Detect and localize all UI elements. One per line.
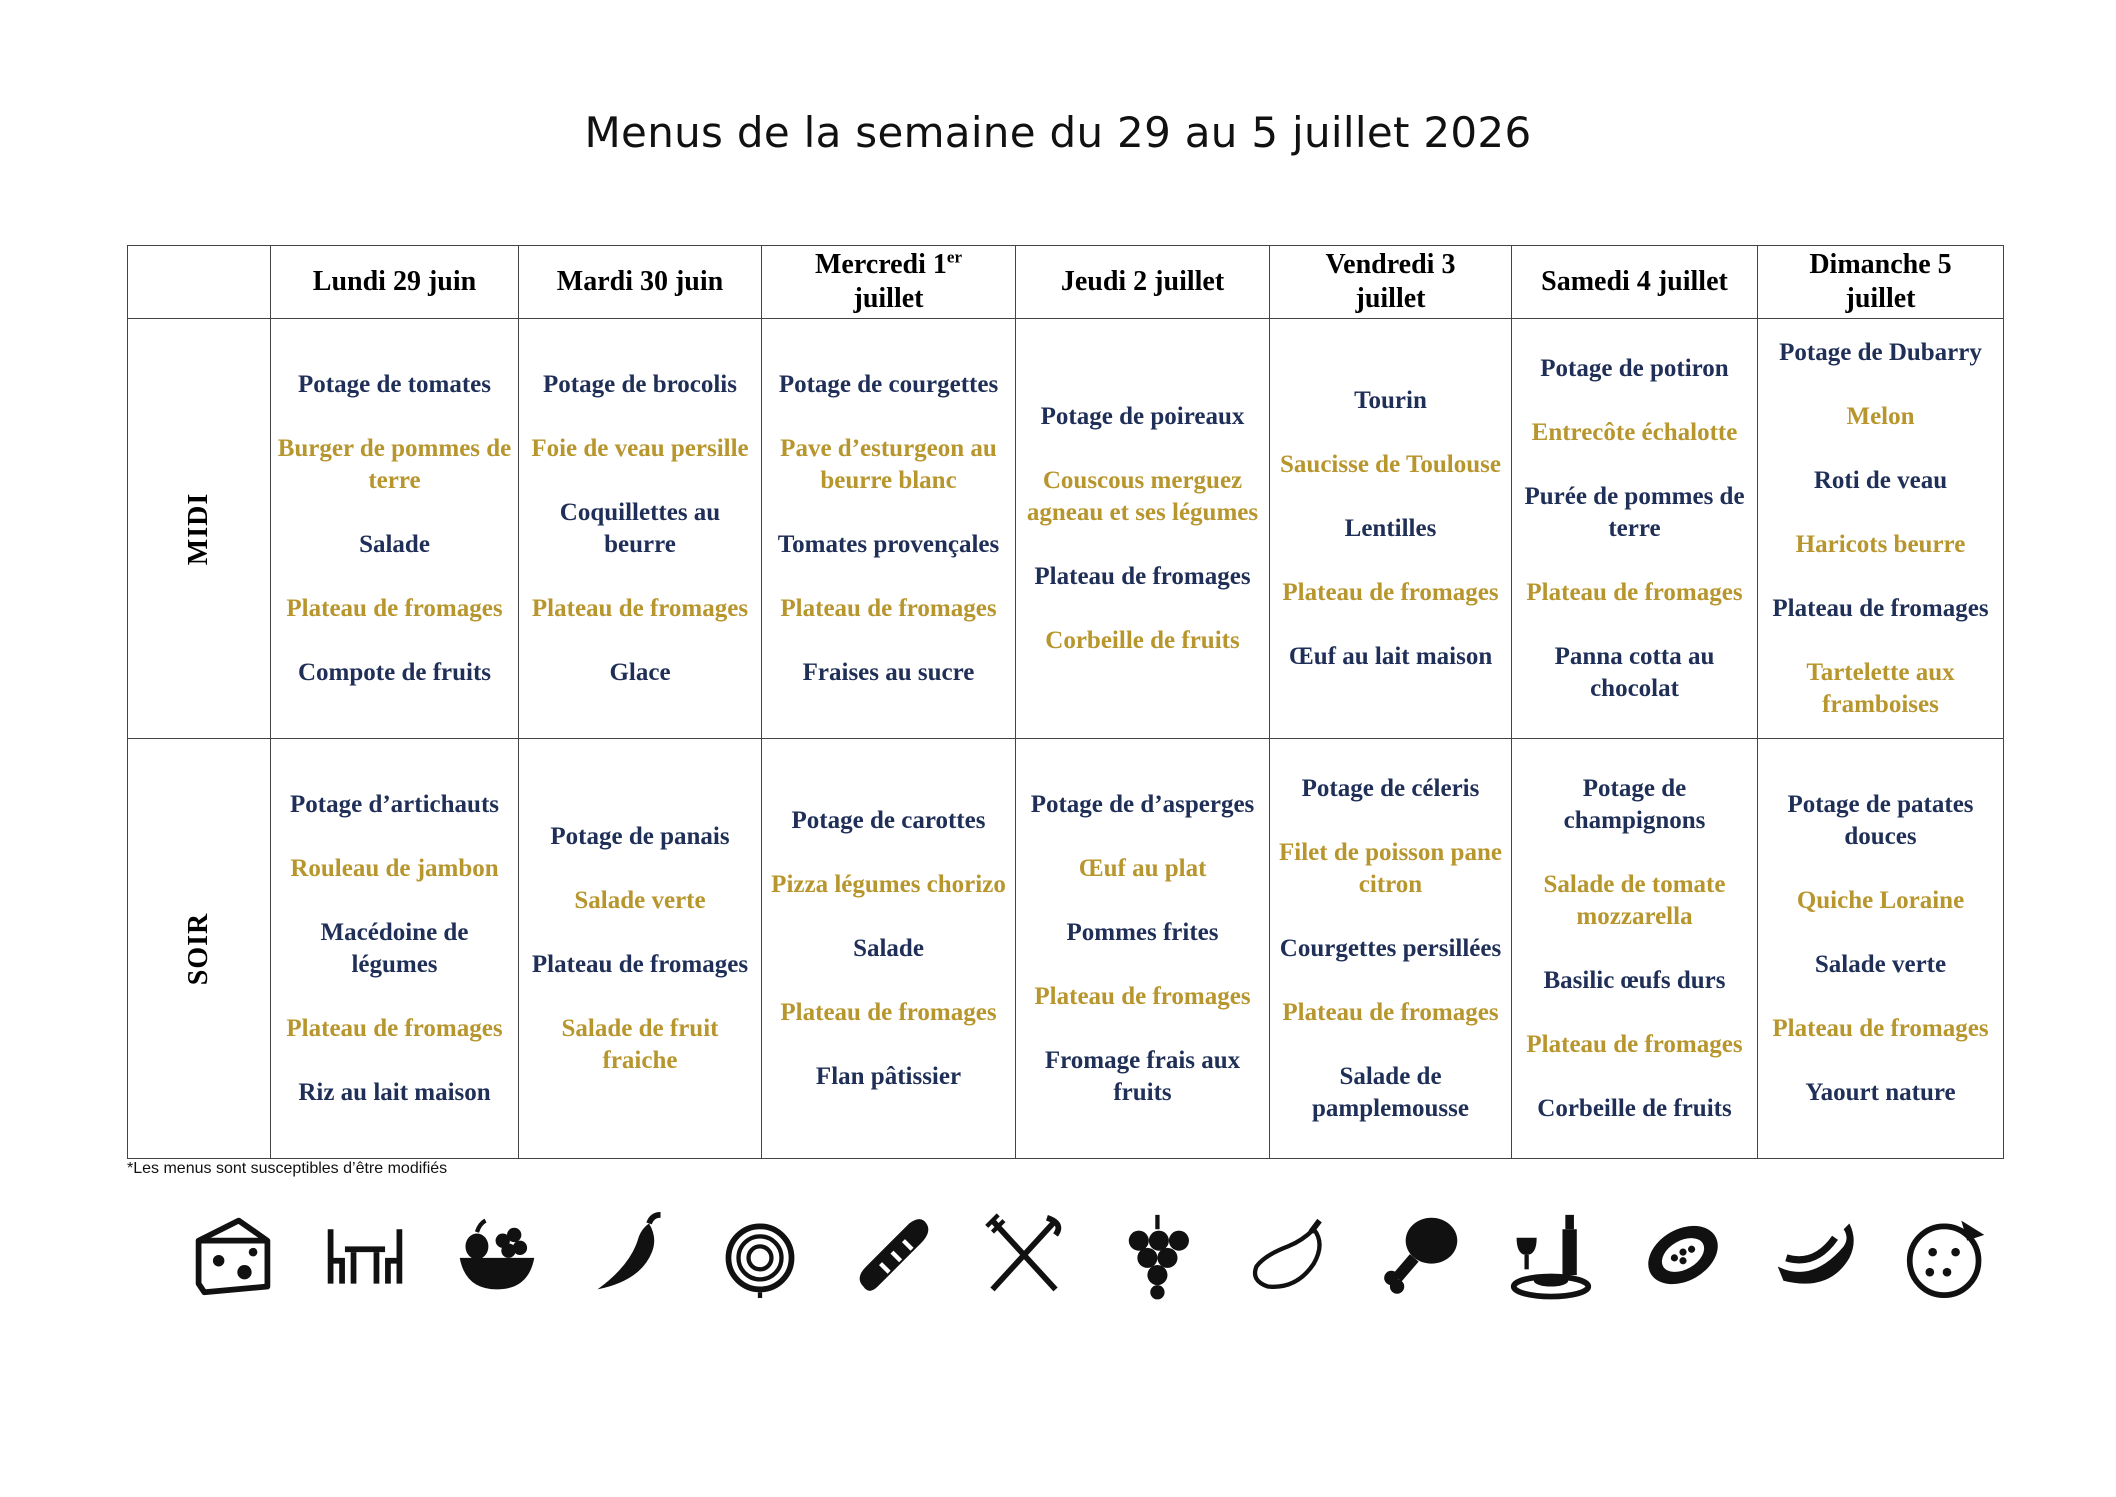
dish-item: Plateau de fromages (286, 594, 503, 622)
table-chairs-icon (322, 1209, 408, 1301)
day-header-label: Mercredi 1 (815, 249, 947, 280)
dish-item: Potage de patates douces (1787, 790, 1974, 850)
onion-icon (717, 1209, 803, 1301)
eggplant-icon (1245, 1209, 1331, 1301)
dish-item: Œuf au lait maison (1288, 642, 1493, 670)
day-header-label: Mardi 30 juin (556, 266, 724, 297)
page-title: Menus de la semaine du 29 au 5 juillet 2026 (584, 108, 1532, 157)
fruit-bowl-icon (454, 1209, 540, 1301)
pizza-icon (1904, 1209, 1990, 1301)
fork-knife-icon (981, 1209, 1067, 1301)
dish-item: Potage de d’asperges (1030, 790, 1255, 818)
dish-item: Potage de tomates (298, 370, 491, 398)
dish-item: Pommes frites (1066, 918, 1219, 946)
dish-item: Entrecôte échalotte (1531, 418, 1738, 446)
meal-label: MIDI (182, 492, 214, 565)
dish-item: Corbeille de fruits (1045, 626, 1240, 654)
dish-item: Salade de fruit fraiche (561, 1014, 719, 1074)
chili-pepper-icon (586, 1209, 672, 1301)
dish-item: Potage de poireaux (1040, 402, 1245, 430)
dish-item: Fromage frais aux fruits (1044, 1046, 1241, 1106)
dish-item: Compote de fruits (297, 658, 492, 686)
dish-item: Salade (853, 934, 924, 962)
dish-item: Filet de poisson pane citron (1279, 838, 1502, 898)
dish-item: Quiche Loraine (1796, 886, 1965, 914)
meal-row-soir (128, 739, 2004, 1159)
dish-item: Tomates provençales (777, 530, 1000, 558)
dish-item: Lentilles (1344, 514, 1437, 542)
menu-cell (1270, 739, 1512, 1159)
day-header-jeudi (1016, 246, 1270, 319)
menu-cell (1270, 319, 1512, 739)
menu-cell (1512, 739, 1758, 1159)
dish-item: Glace (609, 658, 671, 686)
dish-item: Plateau de fromages (1034, 562, 1251, 590)
dish-item: Tartelette aux framboises (1806, 658, 1955, 718)
wine-dinner-icon (1508, 1209, 1594, 1301)
header-row (128, 246, 2004, 319)
dish-item: Basilic œufs durs (1543, 966, 1726, 994)
dish-item: Riz au lait maison (298, 1078, 491, 1106)
dish-item: Potage de Dubarry (1779, 338, 1982, 366)
menu-cell (1016, 739, 1270, 1159)
dish-item: Salade verte (1814, 950, 1947, 978)
grapes-icon (1113, 1209, 1199, 1301)
dish-item: Potage de champignons (1563, 774, 1706, 834)
menu-cell (1758, 319, 2004, 739)
cheese-icon (190, 1209, 276, 1301)
dish-item: Coquillettes au beurre (559, 498, 721, 558)
corner-cell (128, 246, 271, 319)
day-header-mercredi (762, 246, 1016, 319)
day-header-samedi (1512, 246, 1758, 319)
dish-item: Courgettes persillées (1279, 934, 1502, 962)
dish-item: Rouleau de jambon (290, 854, 499, 882)
footnote: *Les menus sont susceptibles d’être modifiés (127, 1160, 448, 1177)
dish-item: Roti de veau (1813, 466, 1948, 494)
menu-cell (1512, 319, 1758, 739)
dish-item: Plateau de fromages (286, 1014, 503, 1042)
dish-item: Flan pâtissier (815, 1062, 962, 1090)
dish-item: Potage de brocolis (543, 370, 737, 398)
day-header-superscript: er (946, 247, 962, 267)
dish-item: Corbeille de fruits (1537, 1094, 1732, 1122)
dish-item: Fraises au sucre (802, 658, 975, 686)
day-header-label: Vendredi 3 juillet (1325, 249, 1456, 314)
dish-item: Couscous merguez agneau et ses légumes (1026, 466, 1259, 526)
dish-item: Plateau de fromages (1772, 1014, 1989, 1042)
dish-item: Potage de céleris (1301, 774, 1480, 802)
dish-item: Saucisse de Toulouse (1280, 450, 1501, 478)
menu-cell (271, 319, 519, 739)
day-header-label: Dimanche 5 juillet (1809, 249, 1952, 314)
meal-label-cell (128, 739, 271, 1159)
dish-item: Potage de carottes (791, 806, 986, 834)
dish-item: Haricots beurre (1795, 530, 1966, 558)
baguette-icon (849, 1209, 935, 1301)
dish-item: Plateau de fromages (780, 998, 997, 1026)
dish-item: Potage de potiron (1540, 354, 1729, 382)
meal-label-cell (128, 319, 271, 739)
menu-cell (519, 739, 762, 1159)
dish-item: Plateau de fromages (1772, 594, 1989, 622)
day-header-label: Jeudi 2 juillet (1060, 266, 1225, 297)
meal-label: SOIR (183, 912, 214, 985)
dish-item: Panna cotta au chocolat (1554, 642, 1715, 702)
dish-item: Foie de veau persille (531, 434, 749, 462)
dish-item: Plateau de fromages (1282, 998, 1499, 1026)
dish-item: Plateau de fromages (1282, 578, 1499, 606)
chicken-leg-icon (1377, 1209, 1463, 1301)
dish-item: Macédoine de légumes (320, 918, 469, 978)
day-header-mardi (519, 246, 762, 319)
menu-cell (519, 319, 762, 739)
dish-item: Potage de panais (550, 822, 730, 850)
dish-item: Pizza légumes chorizo (771, 870, 1006, 898)
dish-item: Plateau de fromages (1034, 982, 1251, 1010)
dish-item: Salade de tomate mozzarella (1543, 870, 1726, 930)
dish-item: Plateau de fromages (531, 594, 749, 622)
banana-icon (1772, 1209, 1858, 1301)
dish-item: Œuf au plat (1078, 854, 1207, 882)
meal-row-midi (128, 319, 2004, 739)
day-header-lundi (271, 246, 519, 319)
menu-cell (762, 739, 1016, 1159)
dish-item: Yaourt nature (1805, 1078, 1956, 1106)
dish-item: Plateau de fromages (1526, 578, 1743, 606)
dish-item: Tourin (1354, 386, 1427, 414)
dish-item: Plateau de fromages (531, 950, 749, 978)
day-header-label-suffix: juillet (853, 283, 924, 314)
menu-cell (1016, 319, 1270, 739)
weekly-menu-table (127, 245, 2004, 1159)
menu-cell (762, 319, 1016, 739)
dish-item: Salade verte (574, 886, 706, 914)
day-header-label: Samedi 4 juillet (1541, 266, 1728, 297)
menu-cell (271, 739, 519, 1159)
dish-item: Melon (1846, 402, 1915, 430)
day-header-dimanche (1758, 246, 2004, 319)
menu-cell (1758, 739, 2004, 1159)
dish-item: Purée de pommes de terre (1524, 482, 1745, 542)
dish-item: Potage de courgettes (778, 370, 999, 398)
dish-item: Plateau de fromages (780, 594, 997, 622)
dish-item: Burger de pommes de terre (277, 434, 512, 494)
food-icons-row (190, 1205, 1990, 1305)
dish-item: Salade (359, 530, 430, 558)
dish-item: Pave d’esturgeon au beurre blanc (780, 434, 997, 494)
dish-item: Plateau de fromages (1526, 1030, 1743, 1058)
dish-item: Salade de pamplemousse (1312, 1062, 1469, 1122)
day-header-label: Lundi 29 juin (312, 266, 477, 297)
papaya-icon (1640, 1209, 1726, 1301)
day-header-vendredi (1270, 246, 1512, 319)
dish-item: Potage d’artichauts (290, 790, 499, 818)
